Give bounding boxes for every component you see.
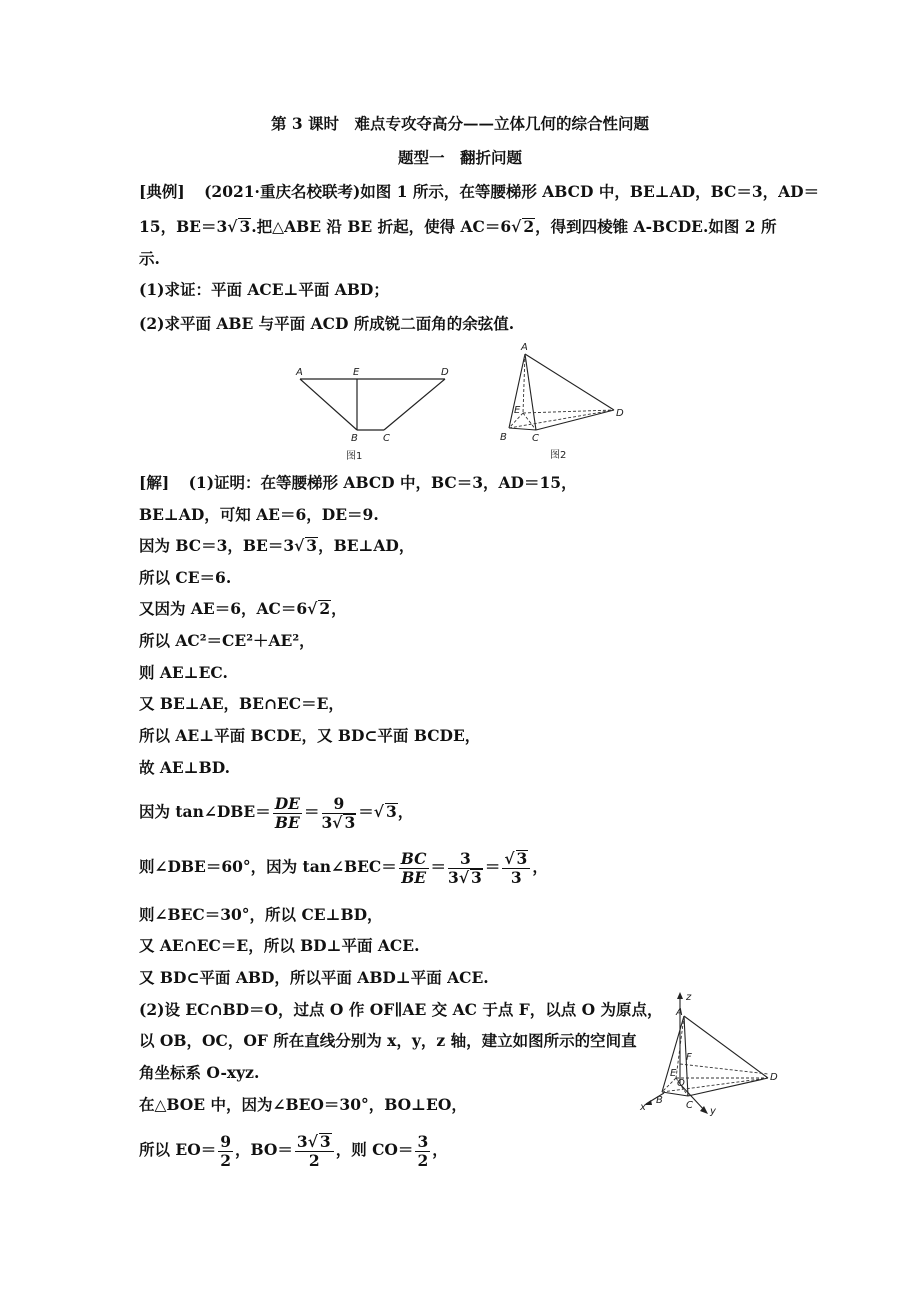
fraction-3-over-3root3: $\frac{3}{3√ 3}$ [448,848,482,887]
solution-line-9: 所以 AE⊥平面 BCDE，又 BD⊂平面 BCDE， [139,726,481,745]
solution-line-4: 所以 CE＝6. [139,568,232,587]
solution-line-2: BE⊥AD，可知 AE＝6，DE＝9. [139,505,379,524]
fig1-label-a: A [296,367,303,378]
figure-3-coordinate-system [636,992,786,1117]
fig3-label-c: C [686,1100,693,1111]
solution-line-10: 故 AE⊥BD. [139,758,231,777]
question-1: (1)求证：平面 ACE⊥平面 ABD； [139,280,389,299]
fig2-label-d: D [616,408,624,419]
problem-source: (2021·重庆名校联考) [204,182,361,201]
solution-line-19: 在△BOE 中，因为∠BEO＝30°，BO⊥EO， [139,1095,467,1114]
fig3-label-z: z [686,992,692,1003]
solution-line-7: 则 AE⊥EC. [139,663,228,682]
solution-line-1: [解] (1)证明：在等腰梯形 ABCD 中，BC＝3，AD＝15， [139,473,577,492]
fraction-de-over-be: $\frac{DE}{BE}$ [274,793,300,832]
fraction-9-over-2: $\frac{9}{2}$ [220,1131,232,1170]
solution-line-3: 因为 BC＝3，BE＝3√ 3，BE⊥AD， [139,536,415,555]
fraction-bc-over-be: $\frac{BC}{BE}$ [400,848,427,887]
solution-line-15: 又 BD⊂平面 ABD，所以平面 ABD⊥平面 ACE. [139,968,489,987]
fig3-label-d: D [770,1072,778,1083]
fig1-label-b: B [351,433,358,444]
fig1-label-e: E [353,367,360,378]
problem-line-2: 15，BE＝3√ 3.把△ABE 沿 BE 折起，使得 AC＝6√ 2，得到四棱锥 A-BCDE.如图 2 所 [139,217,777,236]
fig1-label-d: D [441,367,449,378]
figure-2-pyramid [494,340,634,465]
problem-line-3: 示. [139,249,160,268]
fig3-label-b: B [656,1095,663,1106]
fig2-label-b: B [500,432,507,443]
solution-line-17: 以 OB，OC，OF 所在直线分别为 x，y，z 轴，建立如图所示的空间直 [139,1031,637,1050]
solution-line-11: 因为 tan∠DBE＝ $\frac{DE}{BE}$ ＝ $\frac{9}{3√ 3}$ ＝√ 3， [139,793,414,832]
fig1-caption: 图1 [346,451,363,462]
solution-tag: [解] [139,473,170,492]
fig3-label-y: y [710,1106,716,1117]
solution-line-18: 角坐标系 O-xyz. [139,1063,260,1082]
fig2-caption: 图2 [550,450,567,461]
fig2-label-c: C [532,433,539,444]
fig3-label-e: E [670,1068,677,1079]
solution-line-5: 又因为 AE＝6，AC＝6√ 2， [139,599,347,618]
example-tag: [典例] [139,182,185,201]
fig3-label-o: O [677,1078,685,1089]
fig3-label-x: x [640,1102,646,1113]
question-2: (2)求平面 ABE 与平面 ACD 所成锐二面角的余弦值. [139,314,515,333]
solution-line-16: (2)设 EC∩BD＝O，过点 O 作 OF∥AE 交 AC 于点 F，以点 O 为原点， [139,1000,663,1019]
solution-line-12: 则∠DBE＝60°，因为 tan∠BEC＝ $\frac{BC}{BE}$ ＝ $\frac{3}{3√ 3}$ ＝ $\frac{√ 3}{3}$ ， [139,848,548,887]
fig1-label-c: C [383,433,390,444]
solution-line-6: 所以 AC²＝CE²＋AE²， [139,631,315,650]
fig3-label-a: A [676,1007,683,1018]
fraction-3root3-over-2: $\frac{3√ 3}{2}$ [295,1133,334,1170]
fig3-label-f: F [686,1052,692,1063]
fraction-9-over-3root3: $\frac{9}{3√ 3}$ [321,793,356,832]
page-title: 第 3 课时 难点专攻夺高分——立体几何的综合性问题 [270,114,650,133]
solution-line-8: 又 BE⊥AE，BE∩EC＝E， [139,694,344,713]
fig2-label-a: A [521,342,528,353]
solution-line-13: 则∠BEC＝30°，所以 CE⊥BD， [139,905,383,924]
fraction-3-over-2: $\frac{3}{2}$ [417,1131,429,1170]
problem-line-1: [典例] (2021·重庆名校联考)如图 1 所示，在等腰梯形 ABCD 中，BE⊥AD，BC＝3，AD＝ [139,182,820,201]
figure-1-trapezoid [288,362,468,467]
section-title: 题型一 翻折问题 [397,148,522,167]
solution-line-20: 所以 EO＝ $\frac{9}{2}$ ，BO＝ $\frac{3√ 3}{2}$ ，则 CO＝ $\frac{3}{2}$ ， [139,1131,448,1170]
solution-line-14: 又 AE∩EC＝E，所以 BD⊥平面 ACE. [139,936,420,955]
fraction-root3-over-3: $\frac{√ 3}{3}$ [502,850,530,887]
fig2-label-e: E [514,405,521,416]
